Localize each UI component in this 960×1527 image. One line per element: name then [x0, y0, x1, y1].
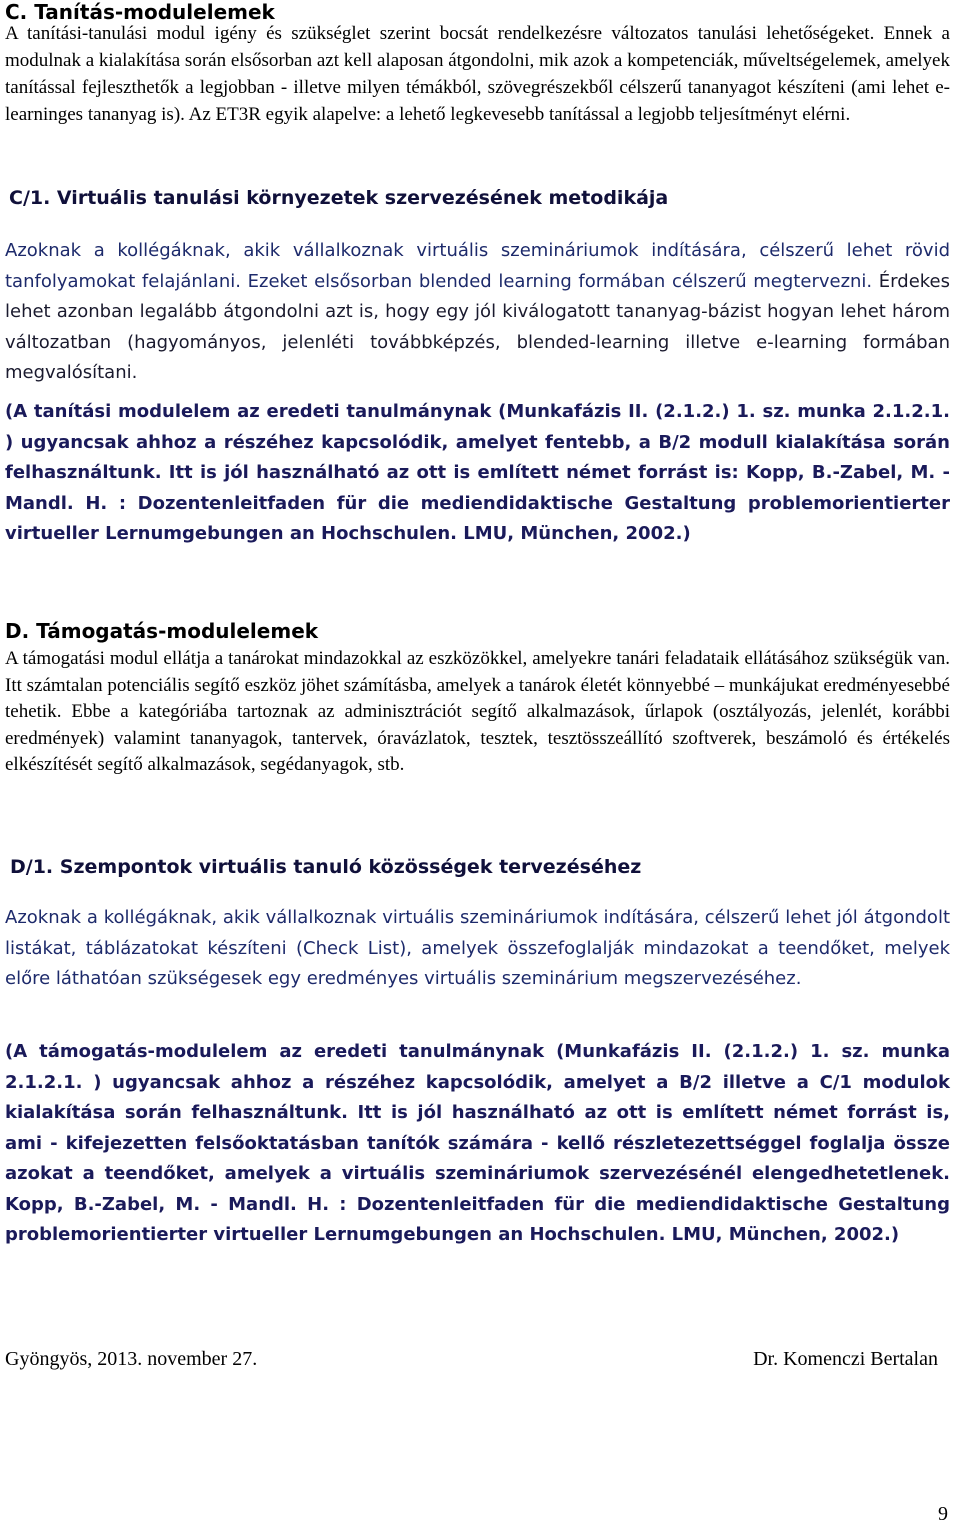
section-d-body: A támogatási modul ellátja a tanárokat mindazokkal az eszközökkel, amelyekre tanári feladataik ellátásához szükségük van. Itt számtalan potenciális segítő eszköz jöhet számításba, amelyek a tanárok életét könnyebbé – munkájukat eredményesebbé tehetik. Ebbe a kategóriába tartoznak az adminisztrációt segítő alkalmazások, űrlapok (osztályozás, jelenlét, korábbi eredmények) valamint tananyagok, tantervek, óravázlatok, tesztek, tesztösszeállító szoftverek, beszámoló és értékelés elkészítését segítő alkalmazások, segédanyagok, stb. — [5, 648, 950, 776]
footer-place-date: Gyöngyös, 2013. november 27. — [5, 1348, 258, 1370]
section-c-intro: A tanítási-tanulási modul igény és szükséglet szerint bocsát rendelkezésre változatos tanulási lehetőségeket. Ennek a modulnak a kialakítása során elsősorban azt kell alaposan átgondolni, mik azok a kompetenciák, műveltségelemek, amelyek tanítással fejleszthetők a legjobban - illetve milyen témákból, szövegrészekből célszerű tananyagot készíteni (ami lehet e-learninges tananyag is). Az ET3R egyik alapelve: a lehető legkevesebb tanítással a legjobb teljesítményt elérni. — [5, 23, 950, 125]
subsection-d1-body: Azoknak a kollégáknak, akik vállalkoznak virtuális szemináriumok indítására, célszerű lehet jól átgondolt listákat, táblázatokat készíteni (Check List), amelyek összefoglalják mindazokat a teendőket, melyek előre láthatóan szükségesek egy eredményes virtuális szeminárium megszervezéséhez. — [5, 907, 950, 990]
section-c-heading: C. Tanítás-modulelemek — [5, 0, 275, 24]
subsection-c1-reference: (A tanítási modulelem az eredeti tanulmánynak (Munkafázis II. (2.1.2.) 1. sz. munka 2.1.2.1. ) ugyancsak ahhoz a részéhez kapcsolódik, amelyet fentebb, a B/2 modull kialakítása során felhasználtunk. Itt is jól használható az ott is említett német forrást is: Kopp, B.-Zabel, M. - Mandl. H. : Dozentenleitfaden für die mediendidaktische Gestaltung problemorientierter virtueller Lernumgebungen an Hochschulen. LMU, München, 2002.) — [5, 401, 950, 544]
c1-body-part2: Érdekes lehet azonban legalább átgondolni azt is, hogy egy jól kiválogatott tananyag-bázist hogyan lehet három változatban (hagyományos, jelenléti továbbképzés, blended-learning illetve e-learning formában megvalósítani. — [5, 270, 950, 383]
subsection-d1-heading: D/1. Szempontok virtuális tanuló közösségek tervezéséhez — [10, 856, 642, 878]
c1-body-part1: Azoknak a kollégáknak, akik vállalkoznak virtuális szemináriumok indítására, célszerű lehet rövid tanfolyamokat felajánlani. Ezeket elsősorban blended learning formában célszerű megtervezni. — [5, 240, 950, 292]
subsection-c1-heading: C/1. Virtuális tanulási környezetek szervezésének metodikája — [9, 187, 669, 209]
subsection-d1-reference: (A támogatás-modulelem az eredeti tanulmánynak (Munkafázis II. (2.1.2.) 1. sz. munka 2.1.2.1. ) ugyancsak ahhoz a részéhez kapcsolódik, amelyet a B/2 illetve a C/1 modulok kialakítása során felhasználtunk. Itt is jól használható az ott is említett német forrást is, ami - kifejezetten felsőoktatásban tanítók számára - kellő részletezettséggel foglalja össze azokat a teendőket, amelyek a virtuális szemináriumok szervezésénél elengedhetetlenek. Kopp, B.-Zabel, M. - Mandl. H. : Dozentenleitfaden für die mediendidaktische Gestaltung problemorientierter virtueller Lernumgebungen an Hochschulen. LMU, München, 2002.) — [5, 1041, 950, 1245]
subsection-c1-body — [5, 236, 950, 389]
page-number: 9 — [938, 1503, 948, 1525]
section-d-heading: D. Támogatás-modulelemek — [5, 619, 319, 643]
footer-author: Dr. Komenczi Bertalan — [753, 1348, 938, 1370]
